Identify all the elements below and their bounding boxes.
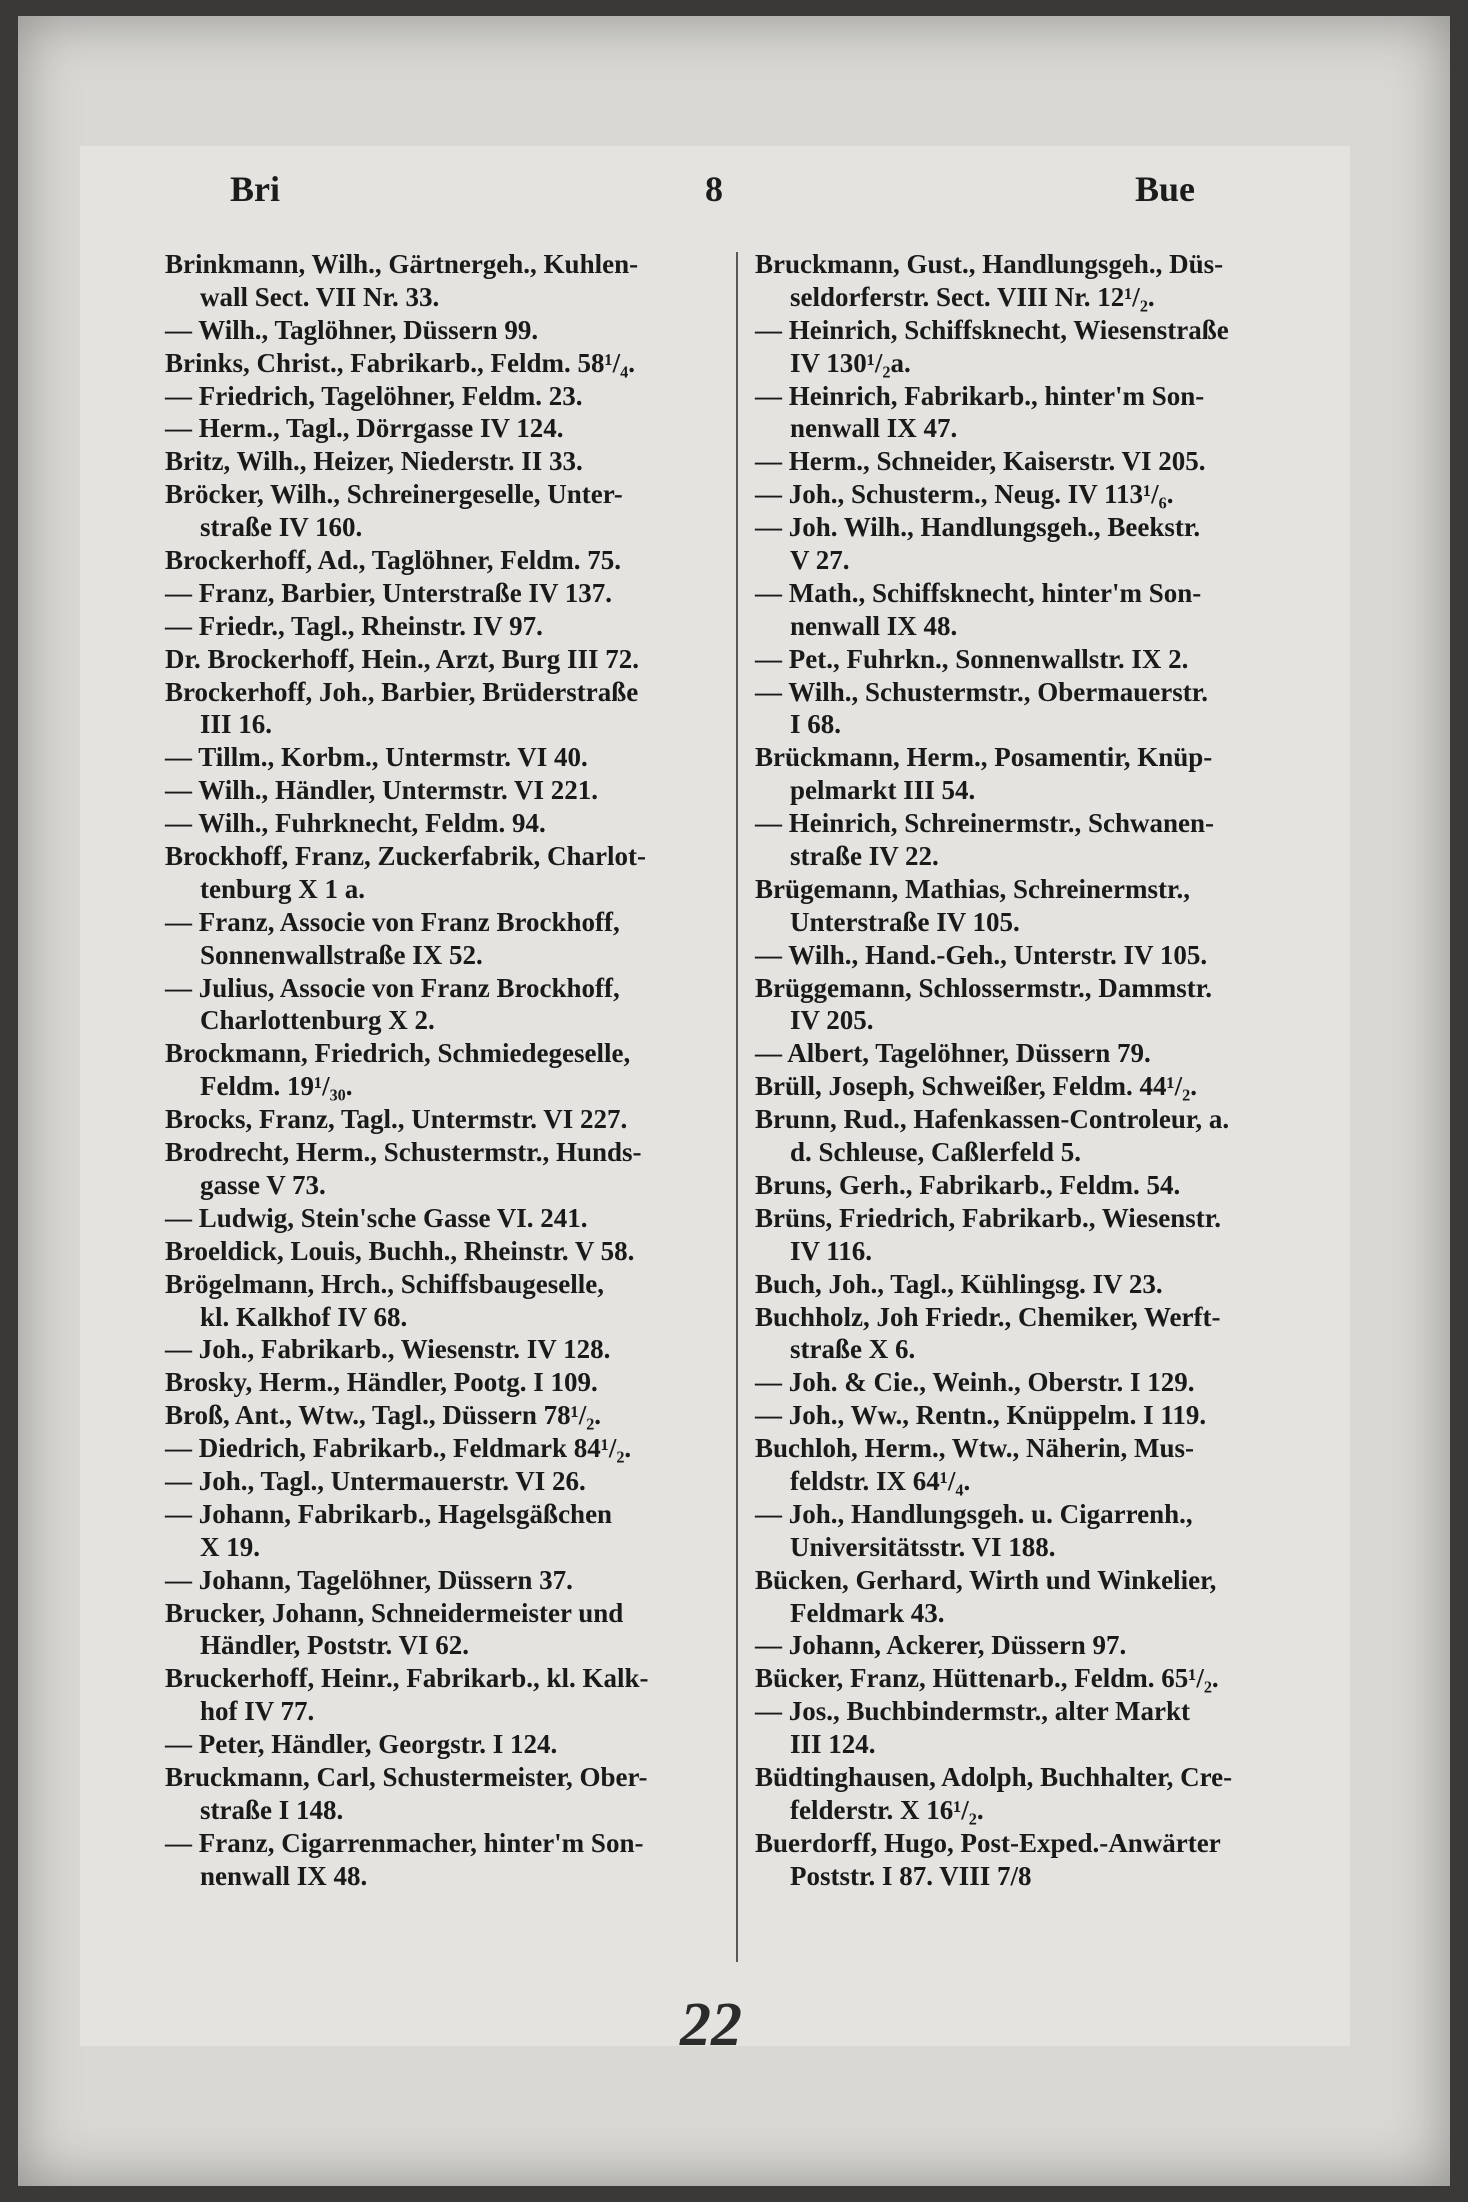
directory-line: Bruckmann, Carl, Schustermeister, Ober- [165,1761,648,1792]
directory-line: — Friedrich, Tagelöhner, Feldm. 23. [165,380,583,411]
header-right: Bue [1135,169,1196,209]
directory-line: Buchloh, Herm., Wtw., Näherin, Mus- [755,1433,1195,1464]
directory-line: — Pet., Fuhrkn., Sonnenwallstr. IX 2. [755,643,1189,674]
directory-line: Brinks, Christ., Fabrikarb., Feldm. 58¹/₄. [165,347,635,378]
handwritten-page-note: 22 [680,1991,742,2059]
directory-line: Charlottenburg X 2. [200,1005,435,1036]
directory-line: X 19. [200,1531,260,1562]
directory-line: Britz, Wilh., Heizer, Niederstr. II 33. [165,446,583,477]
directory-line: I 68. [790,709,842,740]
directory-line: — Heinrich, Schreinermstr., Schwanen- [755,808,1214,839]
directory-line: — Tillm., Korbm., Untermstr. VI 40. [165,742,588,773]
directory-line: wall Sect. VII Nr. 33. [200,281,440,312]
directory-line: III 16. [200,709,273,740]
directory-line: Poststr. I 87. VIII 7/8 [790,1860,1032,1891]
directory-line: Bruns, Gerh., Fabrikarb., Feldm. 54. [755,1169,1181,1200]
directory-line: IV 116. [790,1235,873,1266]
directory-line: Brockmann, Friedrich, Schmiedegeselle, [165,1038,631,1069]
directory-line: — Jos., Buchbindermstr., alter Markt [755,1696,1190,1727]
directory-line: — Joh. & Cie., Weinh., Oberstr. I 129. [755,1367,1195,1398]
directory-line: Brodrecht, Herm., Schustermstr., Hunds- [165,1137,642,1168]
directory-line: IV 205. [790,1005,874,1036]
directory-line: — Wilh., Taglöhner, Düssern 99. [165,314,539,345]
directory-line: Bröcker, Wilh., Schreinergeselle, Unter- [165,479,623,510]
directory-line: Brüll, Joseph, Schweißer, Feldm. 44¹/₂. [755,1071,1197,1102]
directory-line: Broeldick, Louis, Buchh., Rheinstr. V 58. [165,1235,635,1266]
directory-line: — Wilh., Händler, Untermstr. VI 221. [165,775,599,806]
directory-line: Brögelmann, Hrch., Schiffsbaugeselle, [165,1268,605,1299]
right-column [755,248,1315,1893]
directory-line: — Julius, Associe von Franz Brockhoff, [165,972,620,1003]
directory-line: Brüggemann, Schlossermstr., Dammstr. [755,972,1212,1003]
directory-line: Buchholz, Joh Friedr., Chemiker, Werft- [755,1301,1221,1332]
directory-line: Bruckmann, Gust., Handlungsgeh., Düs- [755,249,1224,279]
directory-line: d. Schleuse, Caßlerfeld 5. [790,1137,1082,1168]
directory-line: gasse V 73. [200,1169,326,1200]
directory-line: — Joh., Fabrikarb., Wiesenstr. IV 128. [165,1334,611,1365]
directory-line: — Albert, Tagelöhner, Düssern 79. [755,1038,1151,1069]
directory-line: — Joh. Wilh., Handlungsgeh., Beekstr. [755,512,1201,543]
directory-line: Brocks, Franz, Tagl., Untermstr. VI 227. [165,1104,628,1135]
directory-line: straße X 6. [790,1334,916,1365]
directory-line: Broß, Ant., Wtw., Tagl., Düssern 78¹/₂. [165,1400,602,1431]
directory-line: Bruckerhoff, Heinr., Fabrikarb., kl. Kalk- [165,1663,649,1694]
directory-line: — Herm., Schneider, Kaiserstr. VI 205. [755,446,1206,477]
directory-line: Brosky, Herm., Händler, Pootg. I 109. [165,1367,598,1398]
directory-line: — Joh., Schusterm., Neug. IV 113¹/₆. [755,479,1174,510]
directory-line: Büdtinghausen, Adolph, Buchhalter, Cre- [755,1761,1233,1792]
directory-line: IV 130¹/₂a. [790,347,911,378]
directory-line: — Joh., Ww., Rentn., Knüppelm. I 119. [755,1400,1207,1431]
page-number: 8 [705,169,723,209]
directory-line: feldstr. IX 64¹/₄. [790,1465,971,1496]
directory-line: Brockerhoff, Joh., Barbier, Brüderstraße [165,676,639,707]
column-divider [736,252,738,1962]
directory-line: — Peter, Händler, Georgstr. I 124. [165,1729,558,1760]
directory-line: straße IV 22. [790,841,939,872]
directory-line: pelmarkt III 54. [790,775,976,806]
directory-line: Brüns, Friedrich, Fabrikarb., Wiesenstr. [755,1202,1222,1233]
directory-line: Brückmann, Herm., Posamentir, Knüp- [755,742,1213,773]
directory-line: hof IV 77. [200,1696,315,1727]
directory-line: straße IV 160. [200,512,363,543]
directory-line: — Joh., Handlungsgeh. u. Cigarrenh., [755,1498,1193,1529]
directory-line: straße I 148. [200,1794,344,1825]
directory-line: Feldmark 43. [790,1597,945,1628]
directory-line: nenwall IX 48. [200,1860,368,1891]
directory-line: — Wilh., Hand.-Geh., Unterstr. IV 105. [755,939,1208,970]
directory-line: felderstr. X 16¹/₂. [790,1794,984,1825]
directory-line: — Franz, Associe von Franz Brockhoff, [165,906,620,937]
directory-line: — Diedrich, Fabrikarb., Feldmark 84¹/₂. [165,1433,632,1464]
directory-line: — Franz, Cigarrenmacher, hinter'm Son- [165,1827,644,1858]
left-column [165,248,725,1893]
directory-line: kl. Kalkhof IV 68. [200,1301,408,1332]
directory-line: Universitätsstr. VI 188. [790,1531,1056,1562]
directory-line: Sonnenwallstraße IX 52. [200,939,483,970]
directory-line: — Wilh., Fuhrknecht, Feldm. 94. [165,808,546,839]
directory-line: Brockhoff, Franz, Zuckerfabrik, Charlot- [165,841,646,872]
directory-line: — Math., Schiffsknecht, hinter'm Son- [755,577,1202,608]
directory-line: Brinkmann, Wilh., Gärtnergeh., Kuhlen- [165,249,639,279]
directory-line: Unterstraße IV 105. [790,906,1020,937]
directory-line: V 27. [790,545,850,576]
directory-line: Brügemann, Mathias, Schreinermstr., [755,873,1190,904]
directory-line: Buch, Joh., Tagl., Kühlingsg. IV 23. [755,1268,1163,1299]
header-left: Bri [230,169,280,209]
directory-line: — Joh., Tagl., Untermauerstr. VI 26. [165,1465,586,1496]
directory-line: — Wilh., Schustermstr., Obermauerstr. [755,676,1209,707]
directory-line: Brucker, Johann, Schneidermeister und [165,1597,624,1628]
directory-line: — Johann, Tagelöhner, Düssern 37. [165,1564,573,1595]
directory-line: nenwall IX 48. [790,610,958,641]
directory-line: — Johann, Ackerer, Düssern 97. [755,1630,1127,1661]
directory-line: Dr. Brockerhoff, Hein., Arzt, Burg III 72. [165,643,639,674]
directory-line: — Ludwig, Stein'sche Gasse VI. 241. [165,1202,588,1233]
directory-line: — Heinrich, Schiffsknecht, Wiesenstraße [755,314,1229,345]
directory-line: nenwall IX 47. [790,413,958,444]
directory-line: Feldm. 19¹/₃₀. [200,1071,353,1102]
directory-line: III 124. [790,1729,876,1760]
directory-line: Bücken, Gerhard, Wirth und Winkelier, [755,1564,1217,1595]
directory-line: — Franz, Barbier, Unterstraße IV 137. [165,577,612,608]
directory-line: — Heinrich, Fabrikarb., hinter'm Son- [755,380,1205,411]
directory-line: — Herm., Tagl., Dörrgasse IV 124. [165,413,564,444]
directory-line: tenburg X 1 a. [200,873,366,904]
directory-line: Brockerhoff, Ad., Taglöhner, Feldm. 75. [165,545,622,576]
page-header [0,158,1468,218]
directory-line: Händler, Poststr. VI 62. [200,1630,470,1661]
directory-line: seldorferstr. Sect. VIII Nr. 12¹/₂. [790,281,1155,312]
directory-line: Bücker, Franz, Hüttenarb., Feldm. 65¹/₂. [755,1663,1219,1694]
directory-line: — Johann, Fabrikarb., Hagelsgäßchen [165,1498,613,1529]
directory-line: Buerdorff, Hugo, Post-Exped.-Anwärter [755,1827,1221,1858]
directory-line: Brunn, Rud., Hafenkassen-Controleur, a. [755,1104,1230,1135]
directory-line: — Friedr., Tagl., Rheinstr. IV 97. [165,610,543,641]
